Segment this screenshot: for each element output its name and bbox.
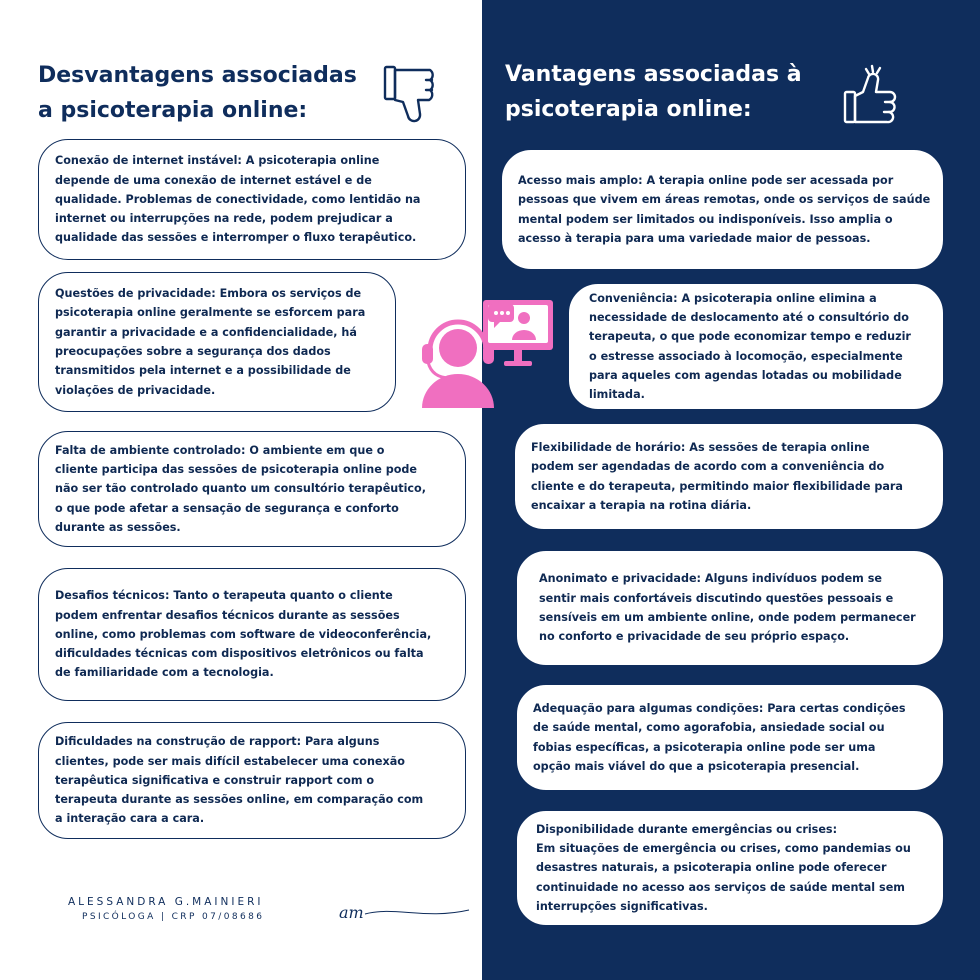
disadvantage-card-environment: Falta de ambiente controlado: O ambiente em que o cliente participa das sessões de psicoterapia online pode não ser tão controlado quanto um consultório terapêutico, o que pode afetar a sensação de segurança e conforto durante as sessões.	[38, 431, 466, 547]
signature-initials: am	[339, 903, 364, 922]
thumbs-down-icon	[382, 64, 442, 126]
disadvantage-card-technical: Desafios técnicos: Tanto o terapeuta quanto o cliente podem enfrentar desafios técnicos durante as sessões online, como problemas com software de videoconferência, dificuldades técnicas com dispositivos eletrônicos ou falta de familiaridade com a tecnologia.	[38, 568, 466, 701]
advantage-card-access: Acesso mais amplo: A terapia online pode ser acessada por pessoas que vivem em áreas remotas, onde os serviços de saúde mental podem ser limitados ou indisponíveis. Isso amplia o acesso à terapia para uma variedade maior de pessoas.	[501, 149, 944, 270]
author-credentials: PSICÓLOGA | CRP 07/08686	[82, 912, 265, 922]
advantage-card-convenience: Conveniência: A psicoterapia online elimina a necessidade de deslocamento até o consultório do terapeuta, o que pode economizar tempo e reduzir o estresse associado à locomoção, especialmente para aqueles com agendas lotadas ou mobilidade limitada.	[568, 283, 944, 410]
online-therapy-icon	[408, 296, 560, 412]
author-name: ALESSANDRA G.MAINIERI	[68, 896, 264, 908]
advantage-card-emergencies: Disponibilidade durante emergências ou crises: Em situações de emergência ou crises, como pandemias ou desastres naturais, a psicoterapia online pode oferecer continuidade no acesso aos serviços de saúde mental sem interrupções significativas.	[516, 810, 944, 926]
disadvantage-card-privacy: Questões de privacidade: Embora os serviços de psicoterapia online geralmente se esforcem para garantir a privacidade e a confidencialidade, há preocupações sobre a segurança dos dados transmitidos pela internet e a possibilidade de violações de privacidade.	[38, 272, 396, 412]
disadvantages-heading: Desvantagens associadas a psicoterapia online:	[38, 63, 357, 123]
advantage-card-anonymity: Anonimato e privacidade: Alguns indivíduos podem se sentir mais confortáveis discutindo questões pessoais e sensíveis em um ambiente online, onde podem permanecer no conforto e privacidade de seu próprio espaço.	[516, 550, 944, 666]
disadvantage-card-internet: Conexão de internet instável: A psicoterapia online depende de uma conexão de internet estável e de qualidade. Problemas de conectividade, como lentidão na internet ou interrupções na rede, podem prejudicar a qualidade das sessões e interromper o fluxo terapêutico.	[38, 139, 466, 260]
disadvantage-card-rapport: Dificuldades na construção de rapport: Para alguns clientes, pode ser mais difícil estabelecer uma conexão terapêutica significativa e construir rapport com o terapeuta durante as sessões online, em comparação com a interação cara a cara.	[38, 722, 466, 839]
advantages-heading: Vantagens associadas à psicoterapia online:	[505, 62, 802, 122]
thumbs-up-icon	[840, 64, 902, 126]
advantage-card-conditions: Adequação para algumas condições: Para certas condições de saúde mental, como agorafobia, ansiedade social ou fobias específicas, a psicoterapia online pode ser uma opção mais viável do que a psicoterapia presencial.	[516, 684, 944, 791]
advantage-card-schedule: Flexibilidade de horário: As sessões de terapia online podem ser agendadas de acordo com a conveniência do cliente e do terapeuta, permitindo maior flexibilidade para encaixar a terapia na rotina diária.	[514, 423, 944, 530]
signature-logo	[335, 896, 475, 926]
